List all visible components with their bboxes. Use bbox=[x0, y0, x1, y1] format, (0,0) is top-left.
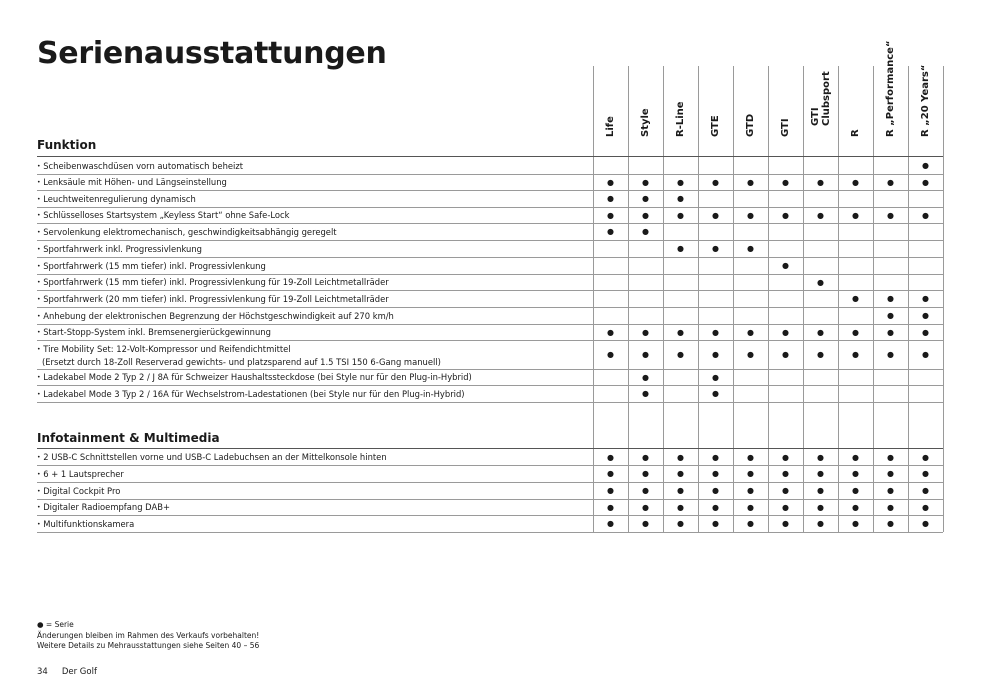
row-label-line bbox=[37, 388, 592, 401]
bullet-icon: • bbox=[37, 454, 41, 461]
serie-dot-icon: ● bbox=[677, 519, 684, 528]
serie-dot-icon: ● bbox=[922, 294, 929, 303]
column-header-line: GTI bbox=[809, 107, 821, 126]
serie-dot-icon: ● bbox=[607, 519, 614, 528]
legend-note: Änderungen bleiben im Rahmen des Verkaufs vorbehalten! bbox=[37, 630, 260, 640]
serie-dot-icon: ● bbox=[677, 502, 684, 512]
serie-dot-icon: ● bbox=[782, 469, 789, 478]
serie-dot-icon: ● bbox=[887, 177, 894, 187]
serie-dot-icon: ● bbox=[817, 350, 824, 359]
row-label-text: 2 USB-C Schnittstellen vorne und USB-C Ladebuchsen an der Mittelkonsole hinten bbox=[43, 452, 387, 462]
table-row bbox=[37, 274, 943, 290]
serie-dot-icon: ● bbox=[782, 502, 789, 512]
serie-dot-icon: ● bbox=[642, 327, 649, 337]
row-label-line bbox=[37, 501, 592, 514]
serie-dot-icon: ● bbox=[607, 502, 614, 512]
section-title: Funktion bbox=[37, 138, 97, 152]
row-label bbox=[37, 451, 592, 464]
row-label bbox=[37, 260, 592, 273]
serie-dot-icon: ● bbox=[677, 469, 684, 478]
row-label-line bbox=[37, 485, 592, 498]
column-header-line: GTD bbox=[745, 113, 756, 137]
row-label bbox=[37, 388, 592, 401]
row-label-text: Ladekabel Mode 3 Typ 2 / 16A für Wechselstrom-Ladestationen (bei Style nur für den Plug-in-Hybrid) bbox=[43, 388, 465, 399]
row-label-text: Lenksäule mit Höhen- und Längseinstellung bbox=[43, 177, 227, 187]
serie-dot-icon: ● bbox=[887, 294, 894, 303]
bullet-icon: • bbox=[37, 470, 41, 478]
serie-dot-icon: ● bbox=[642, 177, 649, 187]
column-divider bbox=[943, 66, 944, 532]
table-row bbox=[37, 157, 943, 174]
row-label bbox=[37, 193, 592, 206]
serie-dot-icon: ● bbox=[677, 244, 684, 253]
bullet-icon: • bbox=[37, 345, 41, 353]
column-header bbox=[838, 68, 873, 150]
serie-dot-icon: ● bbox=[852, 210, 859, 220]
serie-dot-icon: ● bbox=[642, 469, 649, 478]
row-label bbox=[37, 276, 592, 289]
serie-dot-icon: ● bbox=[712, 327, 719, 337]
row-label-text: Sportfahrwerk (20 mm tiefer) inkl. Progressivlenkung für 19-Zoll Leichtmetallräder bbox=[43, 293, 389, 304]
serie-dot-icon: ● bbox=[677, 210, 684, 220]
serie-dot-icon: ● bbox=[922, 519, 929, 528]
serie-dot-icon: ● bbox=[607, 350, 614, 359]
section-title: Infotainment & Multimedia bbox=[37, 431, 220, 445]
row-label-line bbox=[37, 371, 592, 384]
row-label-text: Sportfahrwerk (15 mm tiefer) inkl. Progressivlenkung bbox=[43, 260, 266, 271]
serie-dot-icon: ● bbox=[817, 486, 824, 495]
row-label-line bbox=[37, 343, 592, 356]
row-label-line bbox=[37, 518, 592, 531]
row-label-text: Multifunktionskamera bbox=[43, 518, 135, 529]
bullet-icon: • bbox=[37, 312, 41, 320]
serie-dot-icon: ● bbox=[817, 327, 824, 337]
serie-dot-icon: ● bbox=[607, 469, 614, 478]
column-header-line: R-Line bbox=[675, 101, 686, 137]
table-row bbox=[37, 174, 943, 190]
row-label bbox=[37, 343, 592, 368]
bullet-icon: • bbox=[37, 504, 41, 511]
row-label-text: Digital Cockpit Pro bbox=[43, 485, 121, 496]
row-label-line bbox=[37, 193, 592, 206]
row-label-text: Start-Stopp-System inkl. Bremsenergierückgewinnung bbox=[43, 327, 271, 337]
serie-dot-icon: ● bbox=[817, 519, 824, 528]
serie-dot-icon: ● bbox=[607, 210, 614, 220]
row-label bbox=[37, 518, 592, 531]
serie-dot-icon: ● bbox=[887, 469, 894, 478]
column-header-line: Clubsport bbox=[820, 71, 832, 126]
table-row bbox=[37, 290, 943, 307]
row-label bbox=[37, 310, 592, 323]
serie-dot-icon: ● bbox=[887, 327, 894, 337]
legend-serie: ● = Serie bbox=[37, 620, 74, 629]
serie-dot-icon: ● bbox=[747, 177, 754, 187]
serie-dot-icon: ● bbox=[712, 177, 719, 187]
row-label bbox=[37, 176, 592, 189]
table-row bbox=[37, 223, 943, 240]
serie-dot-icon: ● bbox=[642, 452, 649, 462]
row-divider bbox=[37, 402, 943, 403]
table-row bbox=[37, 499, 943, 515]
serie-dot-icon: ● bbox=[677, 350, 684, 359]
row-label bbox=[37, 468, 592, 481]
serie-dot-icon: ● bbox=[852, 519, 859, 528]
column-header bbox=[873, 40, 908, 150]
bullet-icon: • bbox=[37, 262, 41, 270]
row-label-text: Ladekabel Mode 2 Typ 2 / J 8A für Schweizer Haushaltssteckdose (bei Style nur für den Plug-in-Hybrid) bbox=[43, 372, 472, 382]
column-header-line: Life bbox=[605, 116, 616, 137]
legend-reference: Weitere Details zu Mehrausstattungen siehe Seiten 40 – 56 bbox=[37, 641, 260, 650]
row-label-text: Servolenkung elektromechanisch, geschwindigkeitsabhängig geregelt bbox=[43, 226, 337, 237]
bullet-icon: • bbox=[37, 390, 41, 398]
serie-dot-icon: ● bbox=[852, 350, 859, 359]
serie-dot-icon: ● bbox=[677, 327, 684, 337]
serie-dot-icon: ● bbox=[712, 210, 719, 220]
column-header bbox=[803, 68, 838, 150]
table-row bbox=[37, 207, 943, 223]
serie-dot-icon: ● bbox=[887, 486, 894, 495]
serie-dot-icon: ● bbox=[852, 502, 859, 512]
serie-dot-icon: ● bbox=[922, 311, 929, 320]
serie-dot-icon: ● bbox=[747, 350, 754, 359]
row-label bbox=[37, 501, 592, 514]
serie-dot-icon: ● bbox=[747, 244, 754, 253]
column-header-label bbox=[745, 114, 756, 137]
row-label bbox=[37, 226, 592, 239]
bullet-icon: • bbox=[37, 295, 41, 303]
serie-dot-icon: ● bbox=[782, 327, 789, 337]
serie-dot-icon: ● bbox=[782, 177, 789, 187]
serie-dot-icon: ● bbox=[817, 177, 824, 187]
table-row bbox=[37, 307, 943, 324]
column-header bbox=[698, 68, 733, 150]
table-row bbox=[37, 449, 943, 465]
row-label-line bbox=[37, 243, 592, 256]
row-label-line bbox=[37, 326, 592, 339]
serie-dot-icon: ● bbox=[852, 452, 859, 462]
bullet-icon: • bbox=[37, 195, 41, 203]
row-label bbox=[37, 209, 592, 222]
row-label-text: Tire Mobility Set: 12-Volt-Kompressor und Reifendichtmittel bbox=[43, 343, 291, 354]
publication-name: Der Golf bbox=[61, 667, 97, 677]
column-header-line: R „20 Years“ bbox=[920, 64, 931, 137]
bullet-icon: • bbox=[37, 212, 41, 219]
serie-dot-icon: ● bbox=[922, 327, 929, 337]
serie-dot-icon: ● bbox=[852, 486, 859, 495]
serie-dot-icon: ● bbox=[747, 519, 754, 528]
serie-dot-icon: ● bbox=[747, 469, 754, 478]
row-label-text: Digitaler Radioempfang DAB+ bbox=[43, 502, 170, 512]
serie-dot-icon: ● bbox=[712, 519, 719, 528]
row-divider bbox=[37, 532, 943, 533]
table-row bbox=[37, 515, 943, 532]
table-row bbox=[37, 190, 943, 207]
serie-dot-icon: ● bbox=[712, 452, 719, 462]
serie-dot-icon: ● bbox=[887, 311, 894, 320]
serie-dot-icon: ● bbox=[782, 210, 789, 220]
column-header-label bbox=[675, 101, 686, 137]
column-header-label bbox=[810, 71, 832, 126]
serie-dot-icon: ● bbox=[922, 452, 929, 462]
column-header bbox=[628, 68, 663, 150]
row-label-text: Schlüsselloses Startsystem „Keyless Start“ ohne Safe-Lock bbox=[43, 210, 290, 220]
serie-dot-icon: ● bbox=[712, 350, 719, 359]
serie-dot-icon: ● bbox=[642, 194, 649, 203]
column-header bbox=[733, 68, 768, 150]
serie-dot-icon: ● bbox=[607, 194, 614, 203]
table-row bbox=[37, 482, 943, 499]
serie-dot-icon: ● bbox=[747, 486, 754, 495]
column-header-line: R bbox=[850, 129, 861, 137]
serie-dot-icon: ● bbox=[887, 452, 894, 462]
serie-dot-icon: ● bbox=[782, 486, 789, 495]
serie-dot-icon: ● bbox=[922, 469, 929, 478]
row-label-text: Leuchtweitenregulierung dynamisch bbox=[43, 193, 196, 204]
bullet-icon: • bbox=[37, 520, 41, 528]
serie-dot-icon: ● bbox=[712, 244, 719, 253]
serie-dot-icon: ● bbox=[642, 210, 649, 220]
column-header-label bbox=[605, 116, 616, 137]
serie-dot-icon: ● bbox=[922, 350, 929, 359]
serie-dot-icon: ● bbox=[747, 452, 754, 462]
row-label-line bbox=[37, 276, 592, 289]
table-row bbox=[37, 385, 943, 402]
page-title: Serienausstattungen bbox=[37, 36, 387, 71]
serie-dot-icon: ● bbox=[677, 452, 684, 462]
row-label bbox=[37, 243, 592, 256]
serie-dot-icon: ● bbox=[852, 327, 859, 337]
serie-dot-icon: ● bbox=[712, 502, 719, 512]
serie-dot-icon: ● bbox=[817, 502, 824, 512]
serie-dot-icon: ● bbox=[642, 372, 649, 382]
serie-dot-icon: ● bbox=[922, 177, 929, 187]
row-label bbox=[37, 485, 592, 498]
serie-dot-icon: ● bbox=[677, 177, 684, 187]
legend bbox=[37, 620, 259, 652]
serie-dot-icon: ● bbox=[712, 469, 719, 478]
serie-dot-icon: ● bbox=[852, 469, 859, 478]
column-header-label bbox=[710, 115, 721, 137]
serie-dot-icon: ● bbox=[887, 502, 894, 512]
serie-dot-icon: ● bbox=[677, 486, 684, 495]
column-header-label bbox=[780, 118, 791, 137]
bullet-icon: • bbox=[37, 245, 41, 253]
row-label bbox=[37, 371, 592, 384]
serie-dot-icon: ● bbox=[782, 519, 789, 528]
serie-dot-icon: ● bbox=[887, 210, 894, 220]
row-label-line bbox=[37, 356, 592, 368]
table-row bbox=[37, 240, 943, 257]
table-row bbox=[37, 465, 943, 482]
column-header-label bbox=[640, 108, 651, 137]
serie-dot-icon: ● bbox=[607, 227, 614, 236]
row-label-text: Anhebung der elektronischen Begrenzung der Höchstgeschwindigkeit auf 270 km/h bbox=[43, 310, 394, 321]
bullet-icon: • bbox=[37, 179, 41, 186]
serie-dot-icon: ● bbox=[642, 350, 649, 359]
serie-dot-icon: ● bbox=[887, 519, 894, 528]
row-label-line bbox=[37, 293, 592, 306]
serie-dot-icon: ● bbox=[922, 161, 929, 170]
bullet-icon: • bbox=[37, 374, 41, 381]
serie-dot-icon: ● bbox=[817, 452, 824, 462]
bullet-icon: • bbox=[37, 279, 41, 286]
serie-dot-icon: ● bbox=[922, 210, 929, 220]
column-header-line: GTE bbox=[710, 115, 721, 137]
page-number: 34 bbox=[37, 667, 48, 677]
serie-dot-icon: ● bbox=[607, 327, 614, 337]
bullet-icon: • bbox=[37, 487, 41, 495]
serie-dot-icon: ● bbox=[747, 210, 754, 220]
row-label-line bbox=[37, 310, 592, 323]
column-header-line: Style bbox=[640, 108, 651, 137]
serie-dot-icon: ● bbox=[782, 350, 789, 359]
serie-dot-icon: ● bbox=[712, 389, 719, 398]
column-header bbox=[593, 68, 628, 150]
row-label-text: (Ersetzt durch 18-Zoll Reserverad gewichts- und platzsparend auf 1.5 TSI 150 6-Gang manuell) bbox=[42, 356, 441, 367]
serie-dot-icon: ● bbox=[642, 502, 649, 512]
column-header bbox=[768, 68, 803, 150]
serie-dot-icon: ● bbox=[782, 261, 789, 270]
serie-dot-icon: ● bbox=[782, 452, 789, 462]
serie-dot-icon: ● bbox=[607, 177, 614, 187]
serie-dot-icon: ● bbox=[642, 227, 649, 236]
row-label bbox=[37, 160, 592, 173]
serie-dot-icon: ● bbox=[712, 372, 719, 382]
serie-dot-icon: ● bbox=[747, 327, 754, 337]
serie-dot-icon: ● bbox=[817, 469, 824, 478]
table-row bbox=[37, 369, 943, 385]
column-header-label bbox=[920, 65, 931, 137]
footer bbox=[37, 667, 97, 677]
row-label-text: Sportfahrwerk inkl. Progressivlenkung bbox=[43, 243, 202, 254]
serie-dot-icon: ● bbox=[852, 294, 859, 303]
serie-dot-icon: ● bbox=[922, 502, 929, 512]
serie-dot-icon: ● bbox=[607, 486, 614, 495]
serie-dot-icon: ● bbox=[642, 486, 649, 495]
row-label-line bbox=[37, 226, 592, 239]
column-header-line: R „Performance“ bbox=[885, 40, 896, 137]
serie-dot-icon: ● bbox=[642, 519, 649, 528]
column-header-label bbox=[885, 40, 896, 137]
serie-dot-icon: ● bbox=[817, 210, 824, 220]
row-label-text: Sportfahrwerk (15 mm tiefer) inkl. Progressivlenkung für 19-Zoll Leichtmetallräder bbox=[43, 277, 389, 287]
table-row bbox=[37, 340, 943, 369]
serie-dot-icon: ● bbox=[677, 194, 684, 203]
bullet-icon: • bbox=[37, 329, 41, 336]
table-row bbox=[37, 257, 943, 274]
serie-dot-icon: ● bbox=[817, 277, 824, 287]
serie-dot-icon: ● bbox=[887, 350, 894, 359]
serie-dot-icon: ● bbox=[712, 486, 719, 495]
serie-dot-icon: ● bbox=[642, 389, 649, 398]
table-row bbox=[37, 324, 943, 340]
row-label-text: Scheibenwaschdüsen vorn automatisch beheizt bbox=[43, 160, 244, 171]
serie-dot-icon: ● bbox=[747, 502, 754, 512]
serie-dot-icon: ● bbox=[922, 486, 929, 495]
column-header-label bbox=[850, 129, 861, 137]
row-label bbox=[37, 293, 592, 306]
row-label-line bbox=[37, 209, 592, 222]
serie-dot-icon: ● bbox=[852, 177, 859, 187]
row-label-line bbox=[37, 160, 592, 173]
column-header bbox=[663, 68, 698, 150]
serie-dot-icon: ● bbox=[607, 452, 614, 462]
column-header-line: GTI bbox=[780, 118, 791, 137]
column-header bbox=[908, 64, 943, 150]
row-label bbox=[37, 326, 592, 339]
bullet-icon: • bbox=[37, 162, 41, 170]
row-label-line bbox=[37, 176, 592, 189]
row-label-line bbox=[37, 260, 592, 273]
row-label-line bbox=[37, 451, 592, 464]
row-label-line bbox=[37, 468, 592, 481]
bullet-icon: • bbox=[37, 228, 41, 236]
row-label-text: 6 + 1 Lautsprecher bbox=[43, 468, 124, 479]
